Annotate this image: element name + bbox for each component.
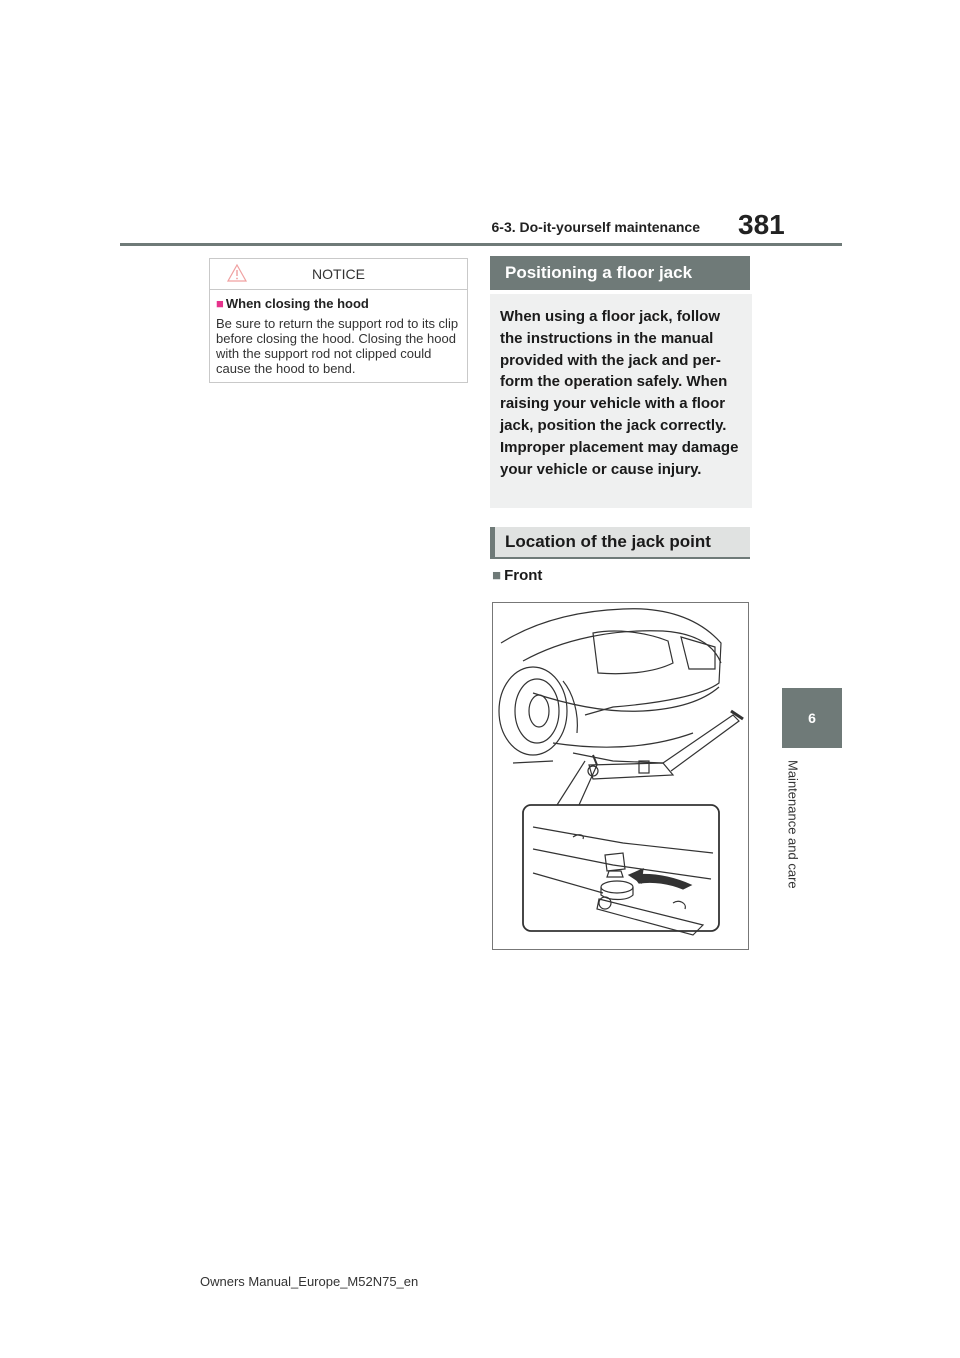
header-rule [120,243,842,246]
location-title: Location of the jack point [505,532,711,551]
square-bullet-icon: ■ [492,567,502,584]
notice-heading: NOTICE [312,266,365,282]
page-number: 381 [738,209,785,240]
footer-text: Owners Manual_Europe_M52N75_en [200,1274,419,1289]
warning-triangle-icon [226,263,248,286]
positioning-intro: When using a floor jack, follow the instructions in the manual provided with the jack and per-form the operation safely. When raising your vehicle with a floor jack, position the jack correctly. Improper placement may damage your vehicle or cause injury. [490,294,752,508]
header-section-title: 6-3. Do-it-yourself maintenance [491,219,700,235]
notice-subheading: ■ When closing the hood [216,296,369,311]
chapter-label: Maintenance and care [785,760,801,889]
location-title-bar [490,527,750,559]
notice-text: Be sure to return the support rod to its clip before closing the hood. Closing the hood with the support rod not clipped could cause the hood to bend. [216,316,459,376]
notice-box [209,258,468,383]
front-subheading: ■ Front [492,567,543,584]
jack-point-figure [492,602,749,950]
square-bullet-icon: ■ [216,296,224,311]
positioning-title-bar [490,256,750,290]
positioning-title: Positioning a floor jack [505,263,693,282]
notice-header [210,259,467,290]
chapter-tab: 6 [782,688,842,748]
